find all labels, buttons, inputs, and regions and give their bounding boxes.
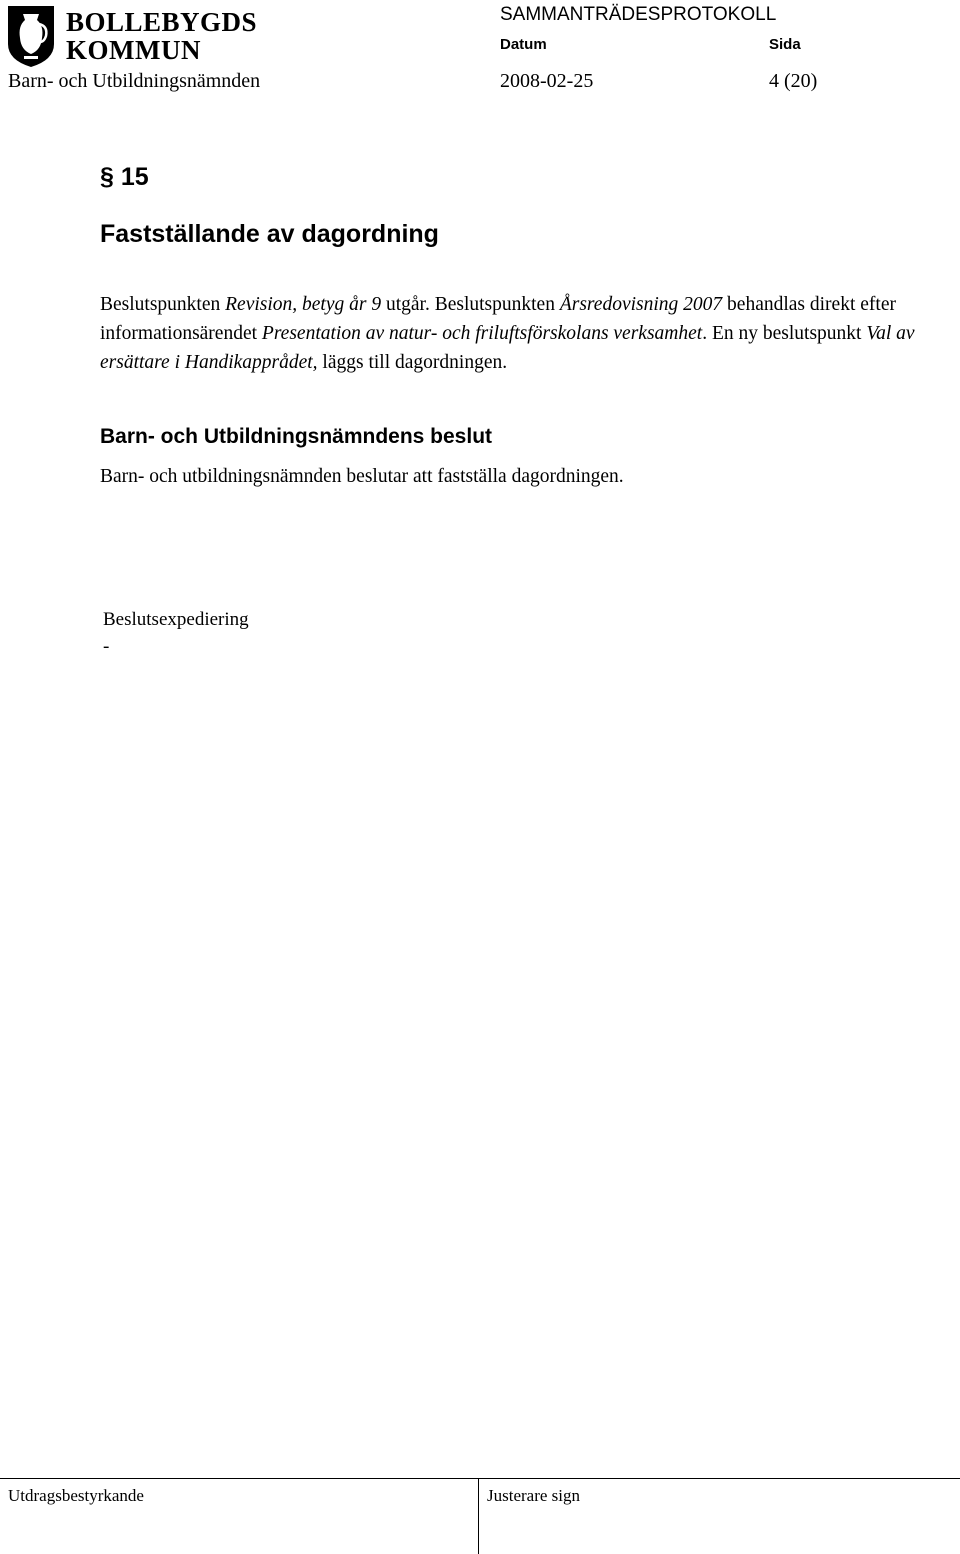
jug-crest-icon (6, 4, 56, 68)
footer-vertical-divider (478, 1478, 479, 1554)
body-italic-segment: Val av ersättare i Handikapprådet, (100, 323, 915, 373)
body-text-segment: Beslutspunkten (100, 294, 226, 315)
body-italic-segment: Presentation av natur- och friluftsförskolans verksamhet (261, 323, 703, 344)
body-text-segment: . En ny beslutspunkt (702, 323, 867, 344)
decision-text: Barn- och utbildningsnämnden beslutar att fastställa dagordningen. (100, 466, 624, 487)
body-italic-segment: Revision, betyg år 9 (225, 294, 382, 315)
logo-text-line2: KOMMUN (66, 35, 201, 65)
meeting-date: 2008-02-25 (500, 70, 594, 92)
expedition-value: - (103, 636, 110, 657)
document-type: SAMMANTRÄDESPROTOKOLL (500, 4, 777, 25)
body-text-segment: behandlas direkt efter informationsärendet (100, 294, 896, 344)
expedition-label: Beslutsexpediering (103, 609, 249, 630)
date-label: Datum (500, 36, 547, 53)
logo-text-line1: BOLLEBYGDS (66, 7, 258, 37)
page-number: 4 (20) (769, 70, 818, 92)
committee-name: Barn- och Utbildningsnämnden (8, 70, 261, 92)
page-label: Sida (769, 36, 801, 53)
body-text-segment: läggs till dagordningen. (317, 352, 508, 373)
body-italic-segment: Årsredovisning 2007 (559, 294, 723, 315)
adjuster-signature-label: Justerare sign (487, 1486, 581, 1505)
certification-label: Utdragsbestyrkande (8, 1486, 144, 1505)
municipality-logo (6, 4, 258, 68)
paragraph-number: § 15 (100, 163, 149, 191)
item-title: Fastställande av dagordning (100, 220, 439, 248)
decision-heading: Barn- och Utbildningsnämndens beslut (100, 425, 493, 448)
body-paragraph (100, 290, 950, 377)
footer-divider-line (0, 1478, 960, 1479)
body-text-segment: utgår. Beslutspunkten (381, 294, 560, 315)
